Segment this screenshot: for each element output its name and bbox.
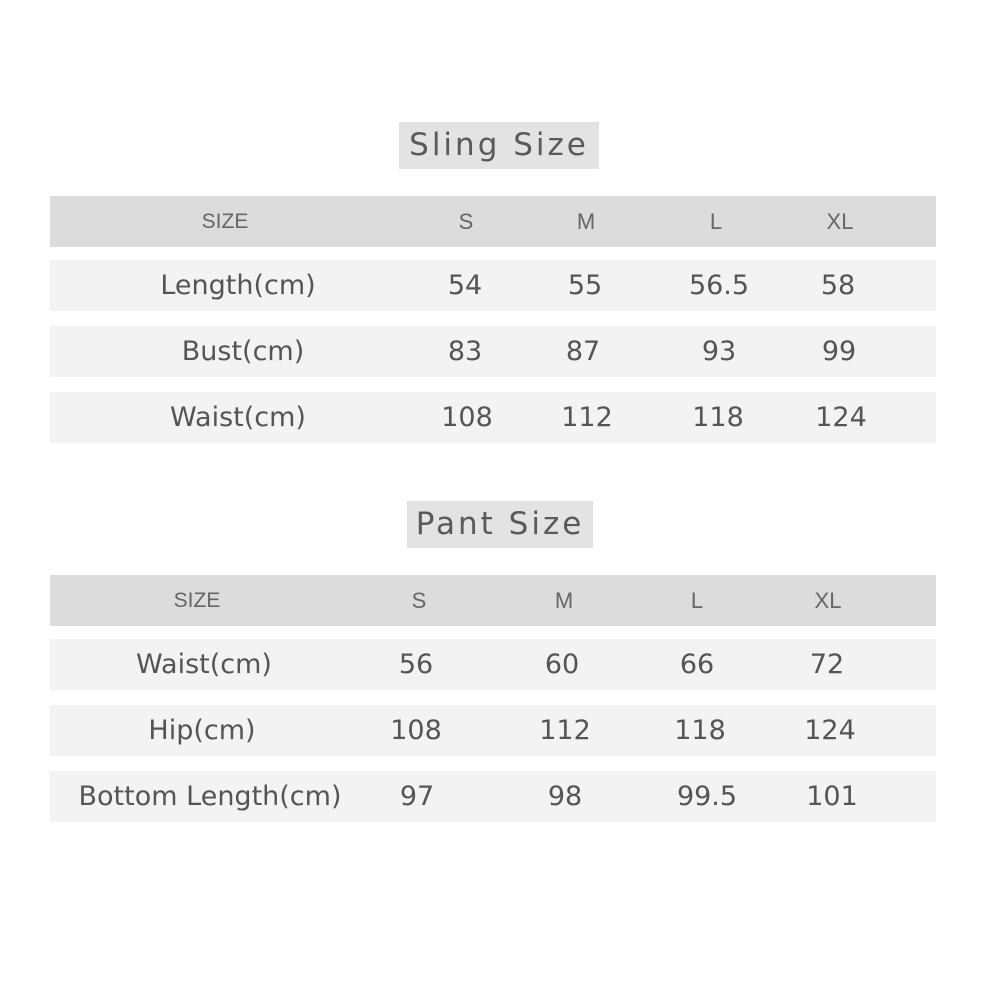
cell-l: 56.5 — [688, 270, 750, 301]
cell-xl: 124 — [815, 402, 867, 433]
pant-header-size: SIZE — [173, 589, 221, 612]
row-label: Bust(cm) — [181, 336, 305, 367]
cell-l: 99.5 — [676, 781, 738, 812]
row-label: Waist(cm) — [170, 402, 306, 433]
table-row — [50, 392, 936, 443]
cell-m: 112 — [539, 715, 591, 746]
sling-size-title: Sling Size — [399, 122, 599, 169]
row-label: Length(cm) — [160, 270, 316, 301]
pant-header-m: M — [554, 588, 574, 613]
cell-xl: 72 — [809, 649, 845, 680]
row-label: Hip(cm) — [148, 715, 256, 746]
cell-m: 60 — [544, 649, 580, 680]
cell-xl: 58 — [820, 270, 856, 301]
table-row — [50, 705, 936, 756]
pant-header-s: S — [411, 588, 427, 613]
table-row — [50, 326, 936, 377]
cell-l: 93 — [701, 336, 737, 367]
pant-header-xl: XL — [814, 588, 842, 613]
cell-s: 83 — [447, 336, 483, 367]
cell-m: 87 — [565, 336, 601, 367]
sling-header-s: S — [458, 209, 474, 234]
row-label: Bottom Length(cm) — [78, 781, 342, 812]
cell-m: 112 — [561, 402, 613, 433]
sling-header-m: M — [576, 209, 596, 234]
row-label: Waist(cm) — [136, 649, 272, 680]
sling-header-row — [50, 196, 936, 247]
cell-s: 108 — [390, 715, 442, 746]
cell-m: 98 — [547, 781, 583, 812]
pant-header-row — [50, 575, 936, 626]
sling-header-size: SIZE — [201, 210, 249, 233]
pant-size-title: Pant Size — [407, 501, 593, 548]
cell-s: 97 — [399, 781, 435, 812]
cell-s: 108 — [441, 402, 493, 433]
table-row — [50, 260, 936, 311]
cell-l: 118 — [692, 402, 744, 433]
cell-s: 54 — [447, 270, 483, 301]
cell-l: 118 — [674, 715, 726, 746]
cell-s: 56 — [398, 649, 434, 680]
sling-header-xl: XL — [826, 209, 854, 234]
cell-xl: 101 — [806, 781, 858, 812]
sling-header-l: L — [709, 209, 723, 234]
table-row — [50, 639, 936, 690]
cell-xl: 124 — [804, 715, 856, 746]
cell-xl: 99 — [821, 336, 857, 367]
table-row — [50, 771, 936, 822]
cell-l: 66 — [679, 649, 715, 680]
cell-m: 55 — [567, 270, 603, 301]
pant-header-l: L — [690, 588, 704, 613]
